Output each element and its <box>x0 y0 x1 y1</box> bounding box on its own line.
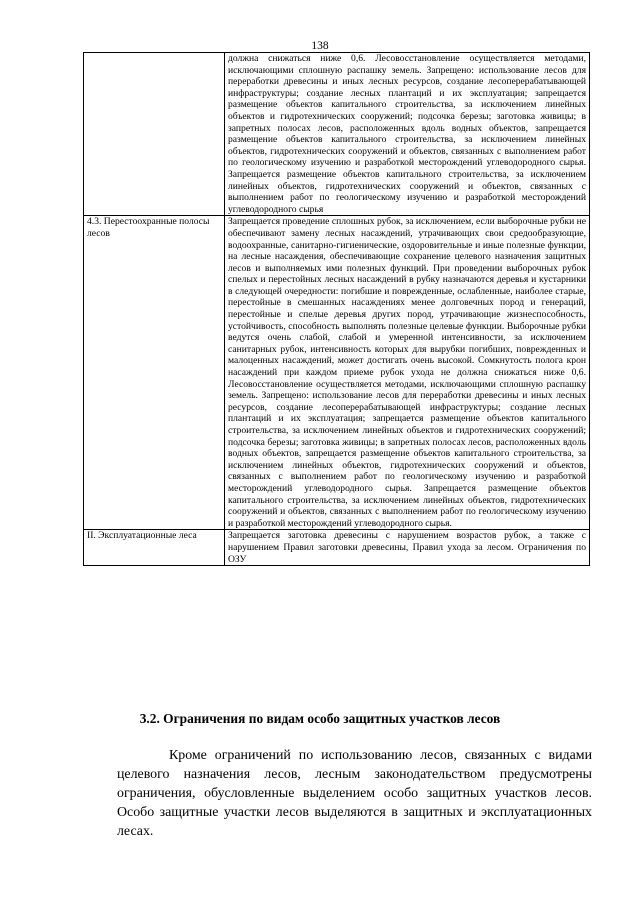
restriction-text-cell: Запрещается заготовка древесины с нарушением возрастов рубок, а также с нарушением Правил заготовки древесины, Правил ухода за лесом. Ограничения по ОЗУ <box>225 530 590 566</box>
page-number: 138 <box>311 40 329 52</box>
body-paragraph: Кроме ограничений по использованию лесов, связанных с видами целевого назначения лесов, лесным законодательством предусмотрены ограничения, обусловленные выделением особо защитных участков лесов. Особо защитные участки лесов выделяются в защитных и эксплуатационных лесах. <box>117 748 592 839</box>
table-row <box>84 53 590 216</box>
section-heading: 3.2. Ограничения по видам особо защитных участков лесов <box>139 711 501 726</box>
restrictions-table <box>83 52 590 566</box>
restriction-text-cell: Запрещается проведение сплошных рубок, за исключением, если выборочные рубки не обеспечивают замену лесных насаждений, утрачивающих свои средообразующие, водоохранные, санитарно-гигиенические, оздоровительные и иные полезные функции, на лесные насаждения, обеспечивающие сохранение целевого назначения защитных лесов и выполняемых ими полезных функций. При проведении выборочных рубок спелых и перестойных лесных насаждений в рубку назначаются деревья и кустарники в следующей очередности: погибшие и поврежденные, ослабленные, наиболее старые, перестойные в смешанных насаждениях менее долговечных пород и генераций, перестойные и спелые деревья других пород, утрачивающие жизнеспособность, устойчивость, способность выполнять полезные целевые функции. Выборочные рубки ведутся очень слабой, слабой и умеренной интенсивности, за исключением санитарных рубок, интенсивность которых для вырубки погибших, поврежденных и малоценных насаждений, может достигать очень высокой. Сомкнутость полога крон насаждений при каждом приеме рубок ухода не должна снижаться ниже 0,6. Лесовосстановление осуществляется методами, исключающими сплошную распашку земель. Запрещено: использование лесов для переработки древесины и иных лесных ресурсов, создание лесоперерабатывающей инфраструктуры; создание лесных плантаций и их эксплуатация; запрещается размещение объектов капитального строительства, за исключением линейных объектов и гидротехнических сооружений; подсочка березы; заготовка живицы; в запретных полосах лесов, расположенных вдоль водных объектов, запрещается размещение объектов капитального строительства, за исключением линейных объектов, гидротехнических сооружений и объектов, связанных с выполнением работ по геологическому изучению и разработкой месторождений углеводородного сырья. Запрещается размещение объектов капитального строительства, за исключением линейных объектов, гидротехнических сооружений и объектов, связанных с выполнением работ по геологическому изучению и разработкой месторождений углеводородного сырья. <box>225 216 590 530</box>
category-cell: II. Эксплуатационные леса <box>84 530 225 566</box>
category-cell: 4.3. Перестоохранные полосы лесов <box>84 216 225 530</box>
table-row <box>84 530 590 566</box>
category-cell <box>84 53 225 216</box>
table-row <box>84 216 590 530</box>
restriction-text-cell: должна снижаться ниже 0,6. Лесовосстановление осуществляется методами, исключающими сплошную распашку земель. Запрещено: использование лесов для переработки древесины и иных лесных ресурсов, создание лесоперерабатывающей инфраструктуры; создание лесных плантаций и их эксплуатация; запрещается размещение объектов капитального строительства, за исключением линейных объектов и гидротехнических сооружений; подсочка березы; заготовка живицы; в запретных полосах лесов, расположенных вдоль водных объектов, запрещается размещение объектов капитального строительства, за исключением линейных объектов, гидротехнических сооружений и объектов, связанных с выполнением работ по геологическому изучению и разработкой месторождений углеводородного сырья. Запрещается размещение объектов капитального строительства, за исключением линейных объектов, гидротехнических сооружений и объектов, связанных с выполнением работ по геологическому изучению и разработкой месторождений углеводородного сырья <box>225 53 590 216</box>
